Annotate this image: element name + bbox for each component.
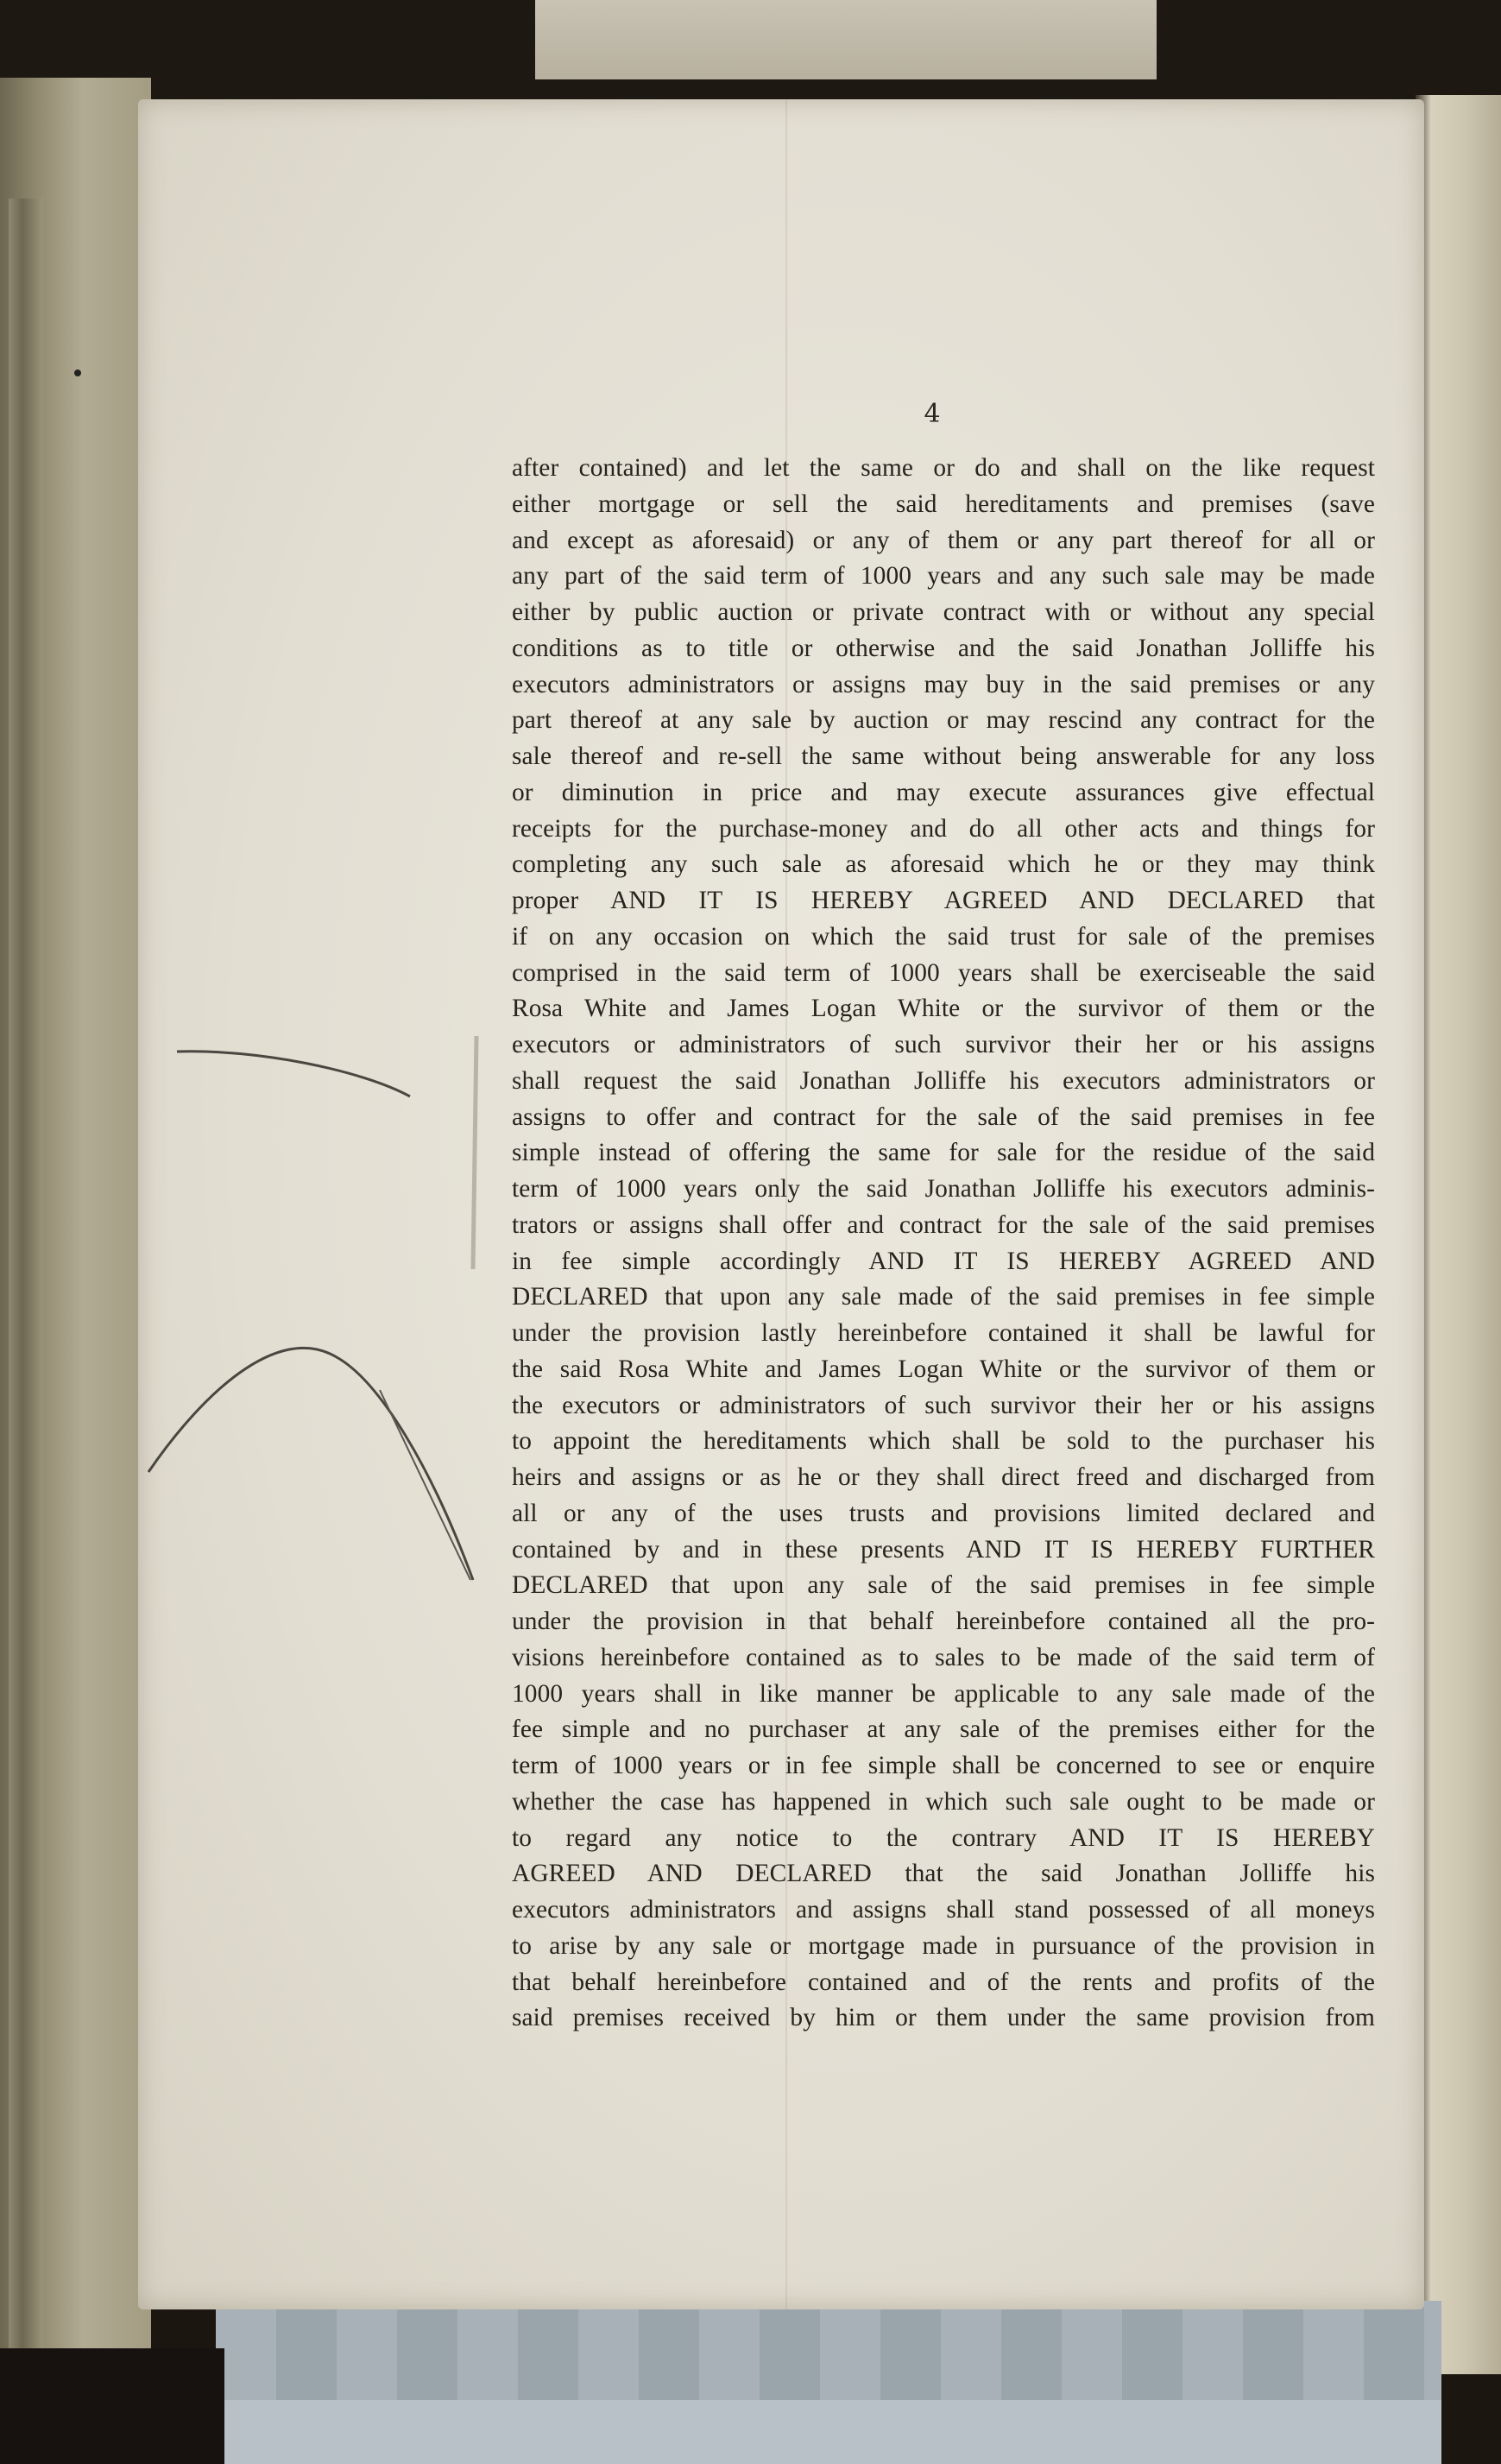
text-line: assigns to offer and contract for the sale of the said premises in fee bbox=[512, 1102, 1375, 1131]
document-body-text bbox=[512, 451, 1375, 2037]
text-line: or diminution in price and may execute assurances give effectual bbox=[512, 778, 1375, 806]
text-line: either mortgage or sell the said hereditaments and premises (save bbox=[512, 490, 1375, 518]
text-line: part thereof at any sale by auction or may rescind any contract for the bbox=[512, 706, 1375, 735]
text-line: under the provision lastly hereinbefore contained it shall be lawful for bbox=[512, 1319, 1375, 1347]
text-line: DECLARED that upon any sale of the said premises in fee simple bbox=[512, 1571, 1375, 1600]
text-line: completing any such sale as aforesaid which he or they may think bbox=[512, 850, 1375, 879]
text-line: to appoint the hereditaments which shall be sold to the purchaser his bbox=[512, 1427, 1375, 1456]
text-line: heirs and assigns or as he or they shall direct freed and discharged from bbox=[512, 1463, 1375, 1491]
text-line: in fee simple accordingly AND IT IS HEREBY AGREED AND bbox=[512, 1247, 1375, 1275]
text-line: to regard any notice to the contrary AND IT IS HEREBY bbox=[512, 1823, 1375, 1852]
text-line: the said Rosa White and James Logan White or the survivor of them or bbox=[512, 1355, 1375, 1383]
text-line: sale thereof and re-sell the same without being answerable for any loss bbox=[512, 742, 1375, 770]
text-line: contained by and in these presents AND IT IS HEREBY FURTHER bbox=[512, 1535, 1375, 1564]
text-line: executors or administrators of such survivor their her or his assigns bbox=[512, 1031, 1375, 1058]
text-line: fee simple and no purchaser at any sale of the premises either for the bbox=[512, 1715, 1375, 1744]
text-line: visions hereinbefore contained as to sales to be made of the said term of bbox=[512, 1643, 1375, 1671]
text-line: executors administrators and assigns shall stand possessed of all moneys bbox=[512, 1896, 1375, 1924]
text-line: Rosa White and James Logan White or the survivor of them or the bbox=[512, 995, 1375, 1023]
text-line: shall request the said Jonathan Jolliffe his executors administrators or bbox=[512, 1066, 1375, 1095]
text-line: if on any occasion on which the said trust for sale of the premises bbox=[512, 922, 1375, 951]
text-line: executors administrators or assigns may buy in the said premises or any bbox=[512, 670, 1375, 698]
text-line: and except as aforesaid) or any of them or any part thereof for all or bbox=[512, 526, 1375, 554]
text-line: AGREED AND DECLARED that the said Jonathan Jolliffe his bbox=[512, 1860, 1375, 1888]
text-line: 1000 years shall in like manner be applicable to any sale made of the bbox=[512, 1679, 1375, 1708]
text-line: simple instead of offering the same for sale for the residue of the said bbox=[512, 1139, 1375, 1167]
text-line: proper AND IT IS HEREBY AGREED AND DECLARED that bbox=[512, 887, 1375, 914]
text-line: receipts for the purchase-money and do all other acts and things for bbox=[512, 814, 1375, 843]
text-line: term of 1000 years only the said Jonathan Jolliffe his executors adminis- bbox=[512, 1175, 1375, 1203]
text-line: the executors or administrators of such survivor their her or his assigns bbox=[512, 1391, 1375, 1419]
text-line: trators or assigns shall offer and contract for the sale of the said premises bbox=[512, 1210, 1375, 1239]
text-line: term of 1000 years or in fee simple shall be concerned to see or enquire bbox=[512, 1752, 1375, 1779]
text-line: after contained) and let the same or do and shall on the like request bbox=[512, 454, 1375, 482]
text-line: DECLARED that upon any sale made of the said premises in fee simple bbox=[512, 1283, 1375, 1311]
page-number: 4 bbox=[924, 399, 941, 429]
text-line: any part of the said term of 1000 years and any such sale may be made bbox=[512, 562, 1375, 591]
text-line: whether the case has happened in which such sale ought to be made or bbox=[512, 1787, 1375, 1816]
text-line: either by public auction or private contract with or without any special bbox=[512, 598, 1375, 626]
text-line: said premises received by him or them under the same provision from bbox=[512, 2004, 1375, 2032]
text-line: all or any of the uses trusts and provisions limited declared and bbox=[512, 1499, 1375, 1527]
text-line: under the provision in that behalf hereinbefore contained all the pro- bbox=[512, 1608, 1375, 1635]
text-line: that behalf hereinbefore contained and of the rents and profits of the bbox=[512, 1968, 1375, 1996]
text-line: conditions as to title or otherwise and the said Jonathan Jolliffe his bbox=[512, 634, 1375, 662]
text-line: to arise by any sale or mortgage made in pursuance of the provision in bbox=[512, 1931, 1375, 1960]
text-line: comprised in the said term of 1000 years shall be exerciseable the said bbox=[512, 958, 1375, 987]
